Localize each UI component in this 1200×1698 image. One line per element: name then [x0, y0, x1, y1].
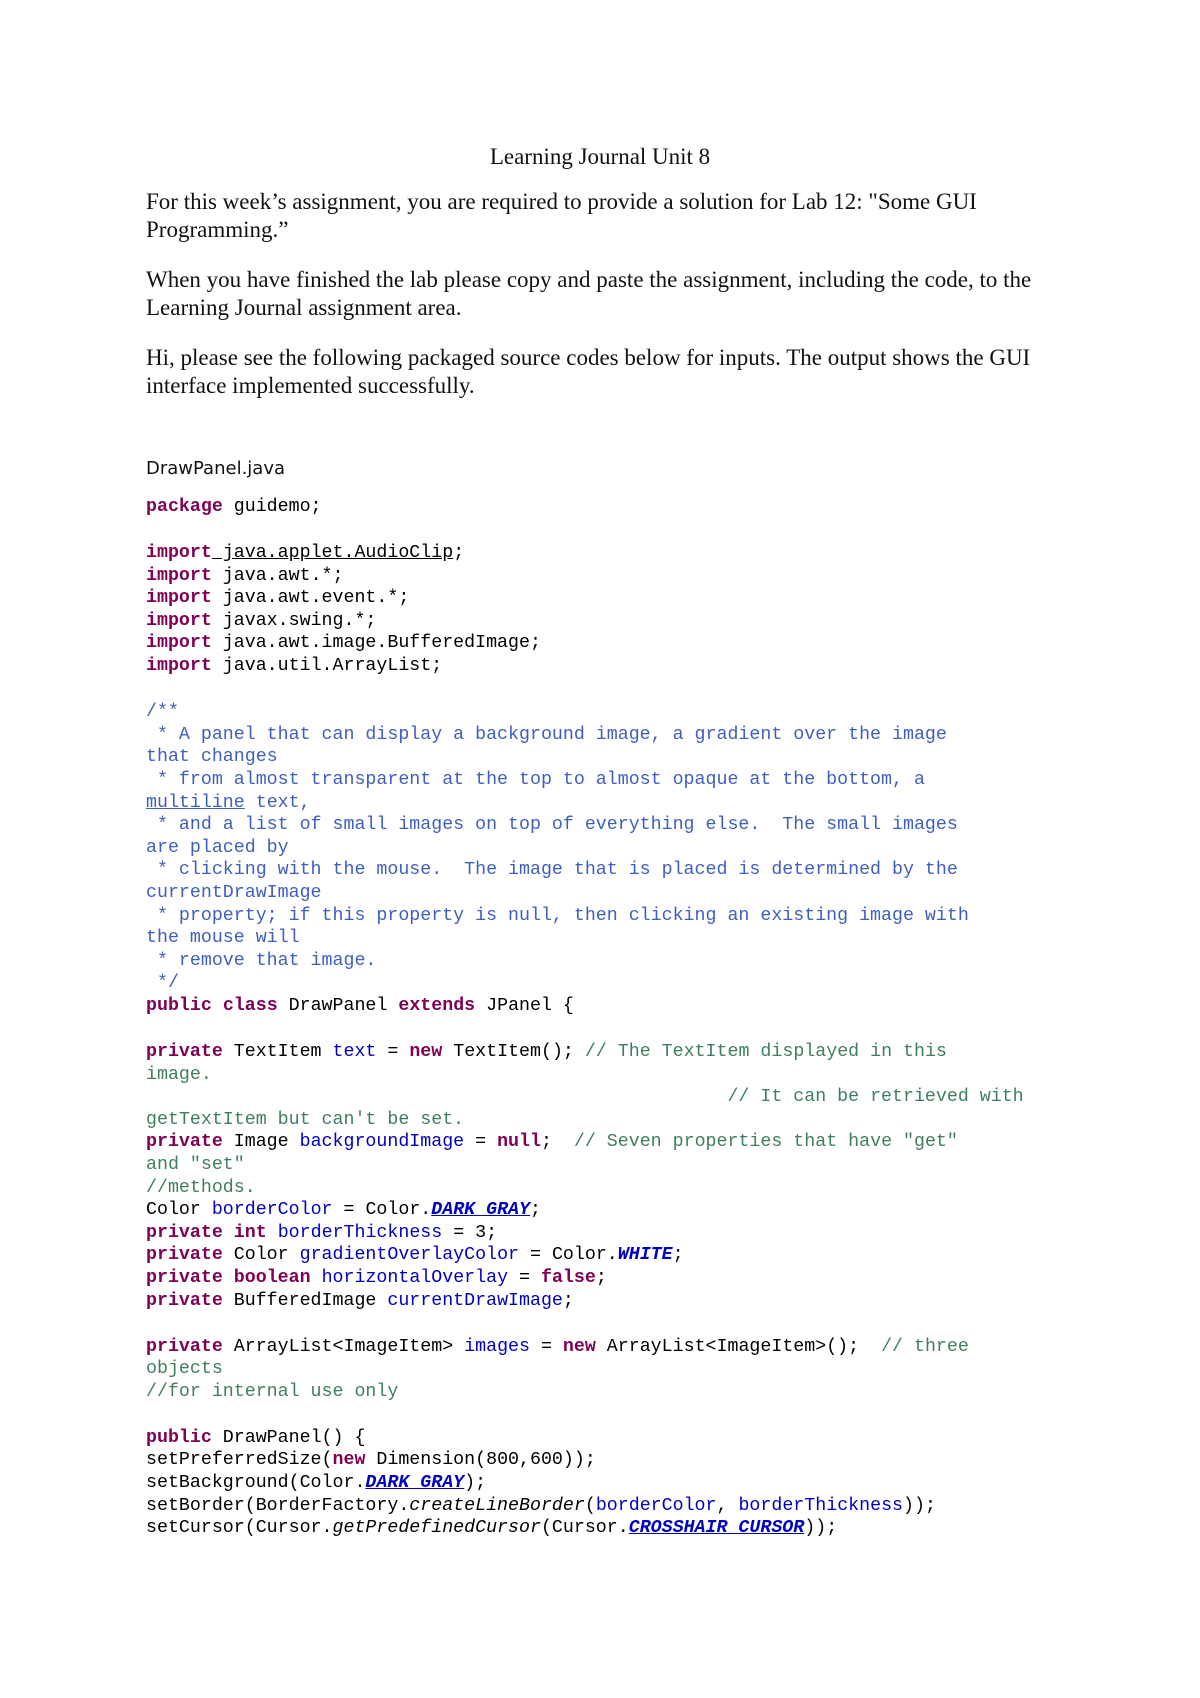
field-name: text	[332, 1041, 377, 1062]
field-name: backgroundImage	[299, 1132, 465, 1153]
javadoc-line: /**	[146, 702, 179, 723]
code-line	[146, 655, 1146, 678]
static-constant: CROSSHAIR_CURSOR	[628, 1518, 805, 1539]
keyword: new	[409, 1041, 443, 1062]
code-line	[146, 1449, 1146, 1472]
source-filename: DrawPanel.java	[146, 458, 286, 479]
javadoc-line: that changes	[146, 747, 278, 768]
code-text: java.util.ArrayList;	[211, 656, 443, 677]
code-line	[146, 1244, 1146, 1267]
keyword: null	[497, 1132, 541, 1153]
javadoc-line: the mouse will	[146, 928, 300, 949]
code-line	[146, 610, 1146, 633]
code-text	[146, 1087, 727, 1107]
line-comment: // Seven properties that have "get"	[573, 1132, 958, 1153]
code-text: Color	[146, 1200, 212, 1221]
code-line	[146, 632, 1146, 655]
code-text: javax.swing.*;	[211, 610, 377, 631]
code-line	[146, 1517, 1146, 1540]
line-comment: //methods.	[146, 1177, 256, 1198]
line-comment: image.	[146, 1064, 212, 1085]
keyword: private	[146, 1245, 223, 1266]
code-text	[223, 1268, 234, 1288]
keyword: import	[146, 543, 212, 564]
code-text	[311, 1268, 322, 1288]
code-line	[146, 1222, 1146, 1245]
code-text: TextItem	[222, 1041, 333, 1062]
code-text: java.awt.event.*;	[211, 588, 410, 609]
javadoc-text: text,	[244, 792, 311, 813]
paragraph-text: Hi, please see the following packaged source codes below for inputs. The output shows the GUI interface implemented successfully.	[146, 345, 1031, 398]
code-line	[146, 995, 1146, 1018]
javadoc-line: */	[146, 973, 179, 994]
javadoc-line: * remove that image.	[146, 950, 377, 971]
code-text: JPanel {	[475, 995, 574, 1016]
keyword: import	[146, 565, 212, 586]
line-comment: // three	[881, 1336, 969, 1357]
javadoc-line: * A panel that can display a background image, a gradient over the image	[146, 724, 947, 745]
instruction-paragraph	[146, 266, 1076, 322]
code-text: =	[529, 1336, 563, 1357]
code-text: Color.	[551, 1245, 618, 1266]
code-text: TextItem();	[442, 1041, 585, 1062]
keyword: new	[562, 1336, 596, 1357]
code-text: ,	[716, 1495, 739, 1516]
line-comment: // The TextItem displayed in this	[584, 1041, 947, 1062]
line-comment: //for internal use only	[146, 1381, 399, 1402]
javadoc-line: * clicking with the mouse. The image that is placed is determined by the	[146, 860, 958, 881]
code-text: setBackground(Color.	[146, 1473, 366, 1494]
code-listing	[146, 496, 1146, 1540]
code-text	[212, 996, 223, 1016]
code-text: =	[464, 1132, 498, 1153]
keyword: false	[540, 1267, 596, 1288]
code-text: Dimension(800,600));	[365, 1450, 596, 1471]
keyword: private	[146, 1132, 223, 1153]
line-comment: objects	[146, 1359, 223, 1380]
field-name: gradientOverlayColor	[299, 1245, 520, 1266]
static-constant: WHITE	[617, 1245, 673, 1266]
code-text: ;	[595, 1267, 607, 1288]
field-name: images	[464, 1336, 530, 1357]
code-line	[146, 542, 1146, 565]
code-text: ;	[562, 1290, 574, 1311]
code-text: ArrayList<ImageItem>();	[595, 1336, 882, 1357]
keyword: import	[146, 633, 212, 654]
javadoc-line	[146, 792, 1146, 815]
paragraph-text: For this week’s assignment, you are required to provide a solution for Lab 12: "Some GUI Programming.”	[146, 189, 977, 242]
code-text: java.applet.AudioClip	[211, 543, 454, 564]
code-text: =	[376, 1041, 410, 1062]
keyword: int	[233, 1222, 267, 1243]
code-line	[146, 1041, 1146, 1064]
blank-line	[146, 1017, 1146, 1041]
code-text: Color.	[365, 1200, 432, 1221]
code-line	[146, 1199, 1146, 1222]
keyword: import	[146, 610, 212, 631]
code-line	[146, 1131, 1146, 1154]
code-text: Image	[222, 1132, 300, 1153]
code-text: DrawPanel() {	[211, 1427, 366, 1448]
assignment-paragraph	[146, 188, 1076, 244]
code-text: DrawPanel	[277, 995, 399, 1016]
code-line	[146, 496, 1146, 519]
code-text: setPreferredSize(	[146, 1450, 333, 1471]
keyword: extends	[398, 995, 476, 1016]
code-text: java.awt.*;	[211, 565, 344, 586]
keyword: package	[146, 497, 223, 517]
code-text: (	[584, 1495, 596, 1516]
keyword: boolean	[233, 1267, 311, 1288]
code-text	[223, 1223, 234, 1243]
paragraph-text: When you have finished the lab please copy and paste the assignment, including the code, to the Learning Journal assignment area.	[146, 267, 1032, 320]
field-name: borderColor	[211, 1200, 333, 1221]
code-text: setBorder(BorderFactory.	[146, 1495, 410, 1516]
keyword: class	[222, 995, 278, 1016]
code-line	[146, 1427, 1146, 1450]
code-text: ));	[903, 1495, 936, 1516]
code-text: ;	[453, 543, 465, 564]
keyword: public	[146, 995, 212, 1016]
line-comment: getTextItem but can't be set.	[146, 1109, 465, 1130]
code-text: =	[508, 1267, 541, 1288]
keyword: new	[332, 1450, 366, 1471]
code-text: BufferedImage	[222, 1290, 388, 1311]
javadoc-line: * and a list of small images on top of everything else. The small images	[146, 815, 958, 836]
static-constant: DARK_GRAY	[431, 1200, 531, 1221]
code-text: =	[519, 1245, 552, 1266]
keyword: import	[146, 588, 212, 609]
code-line	[146, 1086, 1146, 1109]
line-comment: // It can be retrieved with	[727, 1087, 1024, 1108]
keyword: public	[146, 1427, 212, 1448]
code-text: guidemo;	[222, 497, 322, 517]
code-text	[267, 1223, 278, 1243]
static-constant: DARK_GRAY	[365, 1473, 465, 1494]
code-line	[146, 565, 1146, 588]
field-name: currentDrawImage	[387, 1290, 563, 1311]
javadoc-line: are placed by	[146, 837, 289, 858]
keyword: private	[146, 1290, 223, 1311]
code-text: =	[332, 1200, 366, 1221]
javadoc-line: * from almost transparent at the top to almost opaque at the bottom, a	[146, 769, 925, 790]
code-line	[146, 587, 1146, 610]
keyword: private	[146, 1222, 223, 1243]
blank-line	[146, 1403, 1146, 1427]
code-text: = 3;	[442, 1222, 498, 1243]
code-text: java.awt.image.BufferedImage;	[211, 633, 541, 654]
keyword: private	[146, 1336, 223, 1357]
code-line	[146, 1495, 1146, 1518]
keyword: import	[146, 656, 212, 677]
code-line	[146, 1290, 1146, 1313]
line-comment: and "set"	[146, 1154, 245, 1175]
code-text: (Cursor.	[540, 1518, 629, 1539]
intro-paragraph	[146, 344, 1076, 400]
code-line	[146, 1336, 1146, 1359]
code-text: ArrayList<ImageItem>	[222, 1336, 465, 1357]
static-method: createLineBorder	[409, 1495, 585, 1516]
field-name: horizontalOverlay	[321, 1267, 509, 1288]
blank-line	[146, 678, 1146, 702]
code-text: ));	[804, 1518, 838, 1539]
blank-line	[146, 1312, 1146, 1336]
code-text: ;	[530, 1200, 541, 1221]
code-line	[146, 1267, 1146, 1290]
javadoc-word: multiline	[146, 792, 245, 813]
javadoc-line: currentDrawImage	[146, 882, 322, 903]
field-name: borderThickness	[738, 1495, 904, 1516]
code-text: ;	[672, 1245, 684, 1266]
blank-line	[146, 519, 1146, 543]
document-title: Learning Journal Unit 8	[489, 144, 711, 169]
code-text: Color	[222, 1245, 300, 1266]
code-line	[146, 1472, 1146, 1495]
code-text: ;	[540, 1132, 574, 1153]
javadoc-line: * property; if this property is null, then clicking an existing image with	[146, 905, 969, 926]
code-text: setCursor(Cursor.	[146, 1518, 333, 1539]
keyword: private	[146, 1041, 223, 1062]
keyword: private	[146, 1267, 223, 1288]
code-text: );	[464, 1473, 487, 1494]
static-method: getPredefinedCursor	[332, 1518, 541, 1539]
field-name: borderThickness	[277, 1222, 443, 1243]
field-name: borderColor	[595, 1495, 717, 1516]
